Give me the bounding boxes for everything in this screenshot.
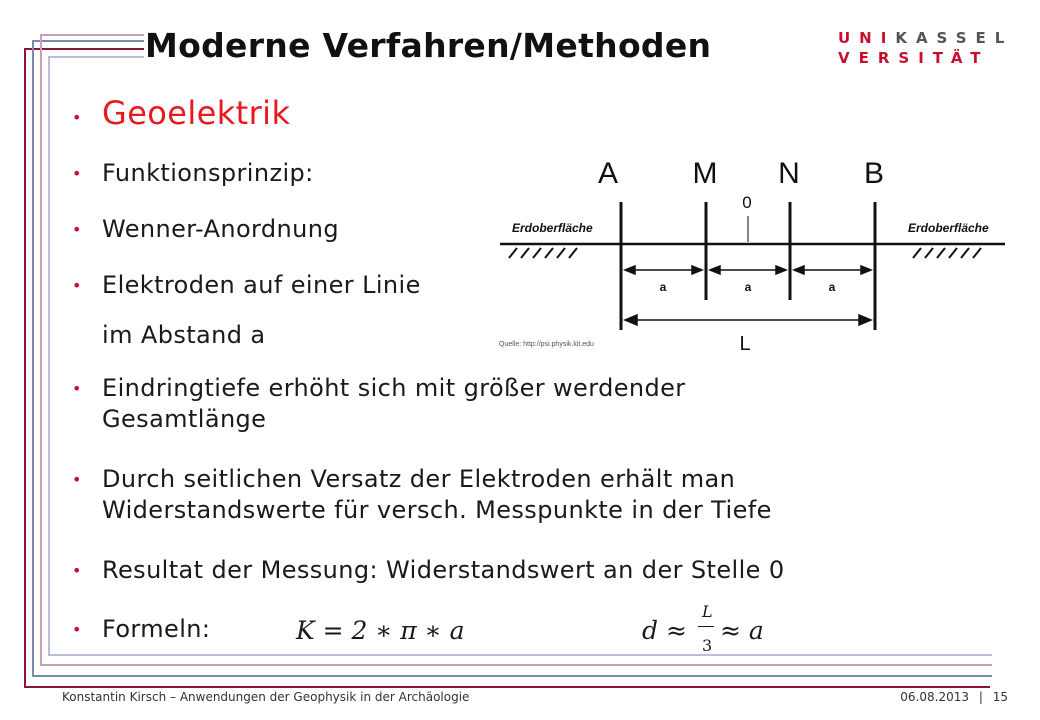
section-heading: Geoelektrik	[102, 94, 291, 132]
bullet-dot: •	[72, 470, 82, 489]
electrode-label-a: A	[597, 157, 619, 190]
heading-item	[72, 94, 291, 138]
formula-d-numerator: L	[702, 602, 713, 621]
formula-d-denominator: 3	[702, 636, 713, 655]
footer-separator: |	[978, 690, 983, 704]
ground-hatching-left	[509, 248, 577, 258]
formula-k: K = 2 ∗ π ∗ a	[296, 616, 465, 645]
logo-line1-grey: KASSEL	[895, 29, 1014, 47]
bullet-dot: •	[72, 276, 82, 295]
surface-label-right: Erdoberfläche	[908, 221, 989, 235]
surface-label-left: Erdoberfläche	[512, 221, 593, 235]
formula-d	[640, 602, 780, 662]
bullet-dot: •	[72, 220, 82, 239]
electrode-label-b: B	[863, 157, 885, 190]
list-item	[72, 214, 339, 245]
list-item	[72, 464, 772, 526]
electrode-label-m: M	[692, 157, 718, 190]
spacing-label-1: a	[659, 280, 667, 294]
list-item-text: Wenner-Anordnung	[102, 215, 340, 243]
formula-d-right: ≈ a	[720, 616, 764, 645]
list-item-text: Elektroden auf einer Linie	[102, 271, 421, 299]
list-item-continuation	[102, 320, 266, 351]
bullet-dot: •	[72, 379, 82, 398]
fraction-bar	[698, 626, 714, 627]
footer-author: Konstantin Kirsch – Anwendungen der Geophysik in der Archäologie	[62, 690, 470, 704]
list-item-text-line1: Durch seitlichen Versatz der Elektroden erhält man	[102, 465, 736, 493]
formula-d-left: d ≈	[642, 616, 687, 645]
list-item	[72, 158, 314, 189]
spacing-arrows	[625, 266, 871, 325]
list-item-text: Funktionsprinzip:	[102, 159, 314, 187]
logo-line1-red: UNI	[838, 29, 896, 47]
logo-line2-red: VERSITÄT	[838, 49, 990, 67]
source-caption: Quelle: http://psi.physik.kit.edu	[499, 341, 594, 348]
list-item-text-line2: Widerstandswerte für versch. Messpunkte in der Tiefe	[102, 496, 772, 524]
page-title: Moderne Verfahren/Methoden	[145, 26, 712, 65]
wenner-array-diagram	[495, 150, 1010, 365]
list-item	[72, 373, 686, 435]
list-item	[72, 555, 785, 586]
bullet-dot: •	[72, 108, 82, 127]
page-number: 15	[992, 690, 1008, 704]
list-item-text: Resultat der Messung: Widerstandswert an der Stelle 0	[102, 556, 785, 584]
university-logo	[838, 28, 1013, 68]
formula-label: Formeln:	[102, 615, 211, 643]
list-item-text: im Abstand a	[102, 321, 266, 349]
footer-meta	[900, 690, 1008, 704]
footer-date: 06.08.2013	[900, 690, 970, 704]
zero-label: 0	[742, 193, 752, 212]
list-item	[72, 270, 421, 301]
electrode-label-n: N	[778, 157, 800, 190]
list-item-text-line1: Eindringtiefe erhöht sich mit größer werdender	[102, 374, 686, 402]
list-item-text-line2: Gesamtlänge	[102, 405, 267, 433]
ground-hatching-right	[913, 248, 981, 258]
formula-item	[72, 614, 210, 645]
bullet-dot: •	[72, 620, 82, 639]
bullet-dot: •	[72, 561, 82, 580]
bullet-dot: •	[72, 164, 82, 183]
spacing-label-3: a	[828, 280, 836, 294]
spacing-label-2: a	[744, 280, 752, 294]
length-label: L	[739, 333, 751, 355]
